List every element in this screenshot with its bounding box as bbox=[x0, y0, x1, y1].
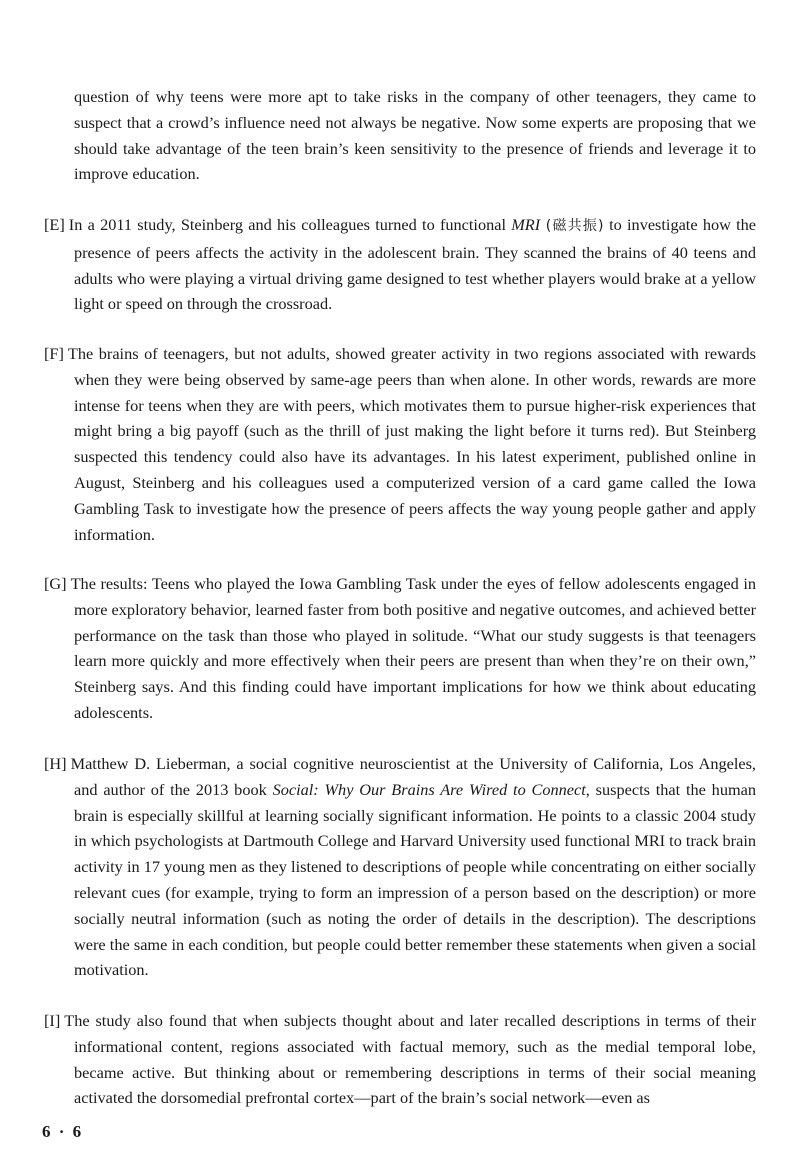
paragraph-i-text: The study also found that when subjects thought about and later recalled descriptions in terms of their informational content, regions associated with factual memory, such as the medial temporal lobe, became active. But thinking about or remembering descriptions in terms of their social meaning activated the dorsomedial prefrontal cortex—part of the brain’s social network—even as bbox=[64, 1011, 756, 1108]
page-number: 6 · 6 bbox=[42, 1122, 84, 1141]
paragraph-h-text-before: Matthew D. Lieberman, a social cognitive neuroscientist at the University of California, Los Angeles, and author of the 2013 book bbox=[70, 754, 756, 799]
paragraph-e-text-before: In a 2011 study, Steinberg and his colleagues turned to functional bbox=[68, 215, 512, 234]
paragraph-e-text-after: to investigate how the presence of peers affects the activity in the adolescent brain. They scanned the brains of 40 teens and adults who were playing a virtual driving game designed to test whether players would brake at a yellow light or speed on through the crossroad. bbox=[74, 215, 756, 314]
paragraph-e-italic: MRI bbox=[511, 215, 541, 234]
paragraph-h-italic: Social: Why Our Brains Are Wired to Connect bbox=[272, 779, 586, 799]
paragraph-g bbox=[44, 571, 756, 726]
paragraph-f-text: The brains of teenagers, but not adults, showed greater activity in two regions associated with rewards when they were being observed by same-age peers than when alone. In other words, rewards are more intense for teens when they are with peers, which motivates them to pursue higher-risk experiences that might bring a big payoff (such as the thrill of just making the light before it turns red). But Steinberg suspected this tendency could also have its advantages. In his latest experiment, published online in August, Steinberg and his colleagues used a computerized version of a card game called the Iowa Gambling Task to investigate how the presence of peers affects the way young people gather and apply information. bbox=[67, 344, 756, 544]
paragraph-i-label: [I] bbox=[44, 1011, 61, 1030]
paragraph-h-label: [H] bbox=[44, 754, 67, 773]
paragraph-continued: question of why teens were more apt to take risks in the company of other teenagers, they came to suspect that a crowd’s influence need not always be negative. Now some experts are proposing that we should take advantage of the teen brain’s keen sensitivity to the presence of friends and leverage it to improve education. bbox=[74, 87, 756, 184]
paragraph-e bbox=[44, 212, 756, 317]
paragraph-e-cjk-note: (磁共振) bbox=[540, 218, 610, 234]
paragraph-h-text-after: , suspects that the human brain is especially skillful at learning socially significant information. He points to a classic 2004 study in which psychologists at Dartmouth College and Harvard University used functional MRI to track brain activity in 17 young men as they listened to descriptions of people while concentrating on either socially relevant cues (for example, trying to form an impression of a person based on the description) or more socially neutral information (such as noting the order of details in the description). The descriptions were the same in each condition, but people could better remember these statements when given a social motivation. bbox=[74, 779, 756, 980]
paragraph-g-text: The results: Teens who played the Iowa Gambling Task under the eyes of fellow adolescents engaged in more exploratory behavior, learned faster from both positive and negative outcomes, and achieved better performance on the task than those who played in solitude. “What our study suggests is that teenagers learn more quickly and more effectively when their peers are present than when they’re on their own,” Steinberg says. And this finding could have important implications for how we think about educating adolescents. bbox=[70, 574, 756, 722]
paragraph-i bbox=[44, 1008, 756, 1111]
paragraph-f-label: [F] bbox=[44, 344, 64, 363]
paragraph-f bbox=[44, 341, 756, 547]
paragraph-g-label: [G] bbox=[44, 574, 67, 593]
paragraph-e-label: [E] bbox=[44, 215, 65, 234]
paragraph-h bbox=[44, 751, 756, 983]
